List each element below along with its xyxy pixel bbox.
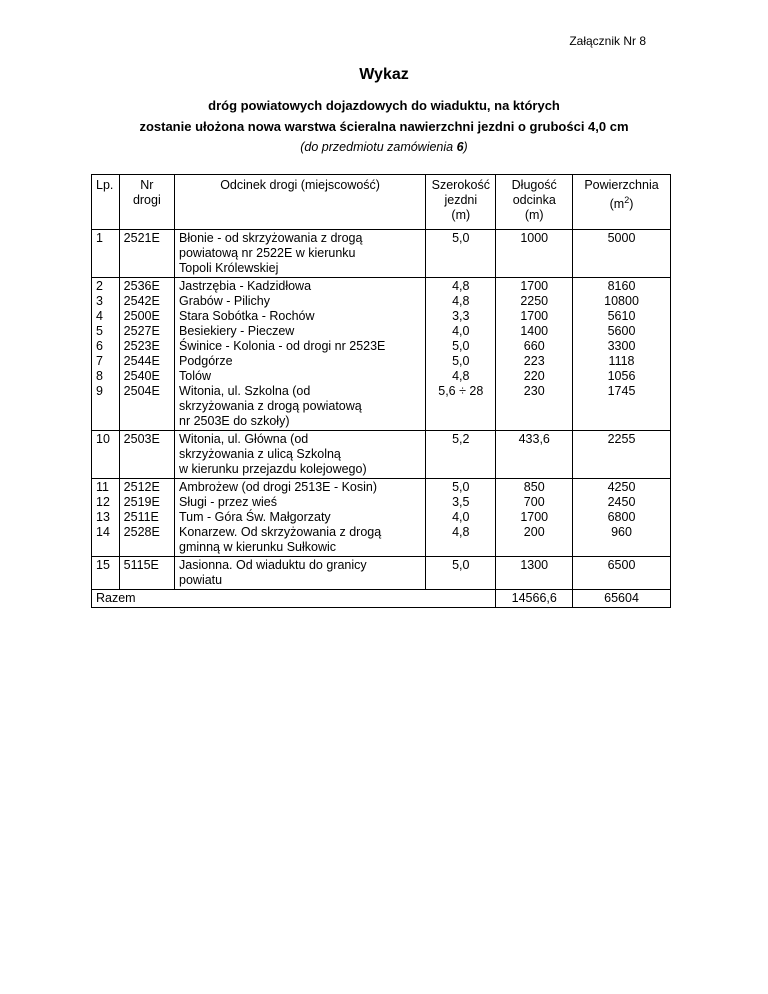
szer-line: 4,0	[452, 324, 470, 338]
header-odcinek-text: Odcinek drogi (miejscowość)	[220, 178, 380, 192]
nr-line: 5115E	[123, 558, 159, 572]
cell-szer	[426, 278, 496, 431]
nr-line: 2504E	[123, 384, 160, 398]
pow-line: 5600	[607, 324, 636, 338]
header-dl-line3: (m)	[524, 208, 544, 222]
lp-line: 8	[96, 369, 103, 383]
nr-line	[124, 540, 170, 555]
header-powierzchnia	[573, 175, 671, 230]
szer-line: 4,0	[452, 510, 470, 524]
dl-line	[500, 399, 568, 414]
dl-line: 220	[523, 369, 545, 383]
cell-nr	[119, 431, 174, 479]
subtitle-order-number: 6	[456, 140, 464, 154]
odcinek-line: Grabów - Pilichy	[179, 294, 271, 308]
cell-pow	[573, 479, 671, 557]
cell-pow	[573, 230, 671, 278]
pow-line: 1056	[607, 369, 636, 383]
szer-line: 5,0	[452, 558, 470, 572]
table-row	[92, 431, 671, 479]
lp-line: 6	[96, 339, 103, 353]
lp-line: 9	[96, 384, 103, 398]
cell-szer	[426, 230, 496, 278]
dl-line	[500, 540, 568, 555]
szer-line: 5,2	[452, 432, 470, 446]
header-szer-line3: (m)	[451, 208, 471, 222]
total-length: 14566,6	[496, 590, 573, 608]
nr-line: 2521E	[123, 231, 160, 245]
pow-line: 10800	[604, 294, 639, 308]
dl-line: 700	[523, 495, 545, 509]
cell-lp	[92, 479, 120, 557]
document-title: Wykaz	[359, 66, 409, 83]
lp-line: 11	[96, 480, 109, 494]
pow-line: 5610	[607, 309, 636, 323]
odcinek-line: w kierunku przejazdu kolejowego)	[179, 462, 367, 476]
cell-nr	[119, 278, 174, 431]
header-szerokosc	[426, 175, 496, 230]
dl-line: 1700	[520, 309, 549, 323]
cell-lp	[92, 278, 120, 431]
cell-odcinek	[175, 431, 426, 479]
szer-line: 3,5	[452, 495, 470, 509]
pow-line: 5000	[607, 231, 636, 245]
lp-line: 15	[96, 558, 110, 572]
table-row	[92, 479, 671, 557]
pow-line: 3300	[607, 339, 636, 353]
szer-line: 5,0	[452, 231, 470, 245]
pow-line: 4250	[607, 480, 636, 494]
cell-dl	[496, 431, 573, 479]
odcinek-line: Konarzew. Od skrzyżowania z drogą	[179, 525, 382, 539]
nr-line: 2544E	[123, 354, 160, 368]
roads-table	[91, 174, 671, 608]
dl-line: 200	[523, 525, 545, 539]
odcinek-line: Ambrożew (od drogi 2513E - Kosin)	[179, 480, 378, 494]
cell-lp	[92, 431, 120, 479]
header-nr-line2: drogi	[132, 193, 161, 207]
lp-line: 3	[96, 294, 103, 308]
odcinek-line: Topoli Królewskiej	[179, 261, 279, 275]
cell-nr	[119, 230, 174, 278]
pow-line	[577, 540, 666, 555]
pow-line: 1118	[608, 354, 635, 368]
lp-line: 2	[96, 279, 103, 293]
szer-line: 4,8	[452, 525, 470, 539]
lp-line: 13	[96, 510, 110, 524]
nr-line: 2511E	[123, 510, 159, 524]
total-label: Razem	[92, 590, 496, 608]
odcinek-line: skrzyżowania z drogą powiatową	[179, 399, 362, 413]
lp-line: 10	[96, 432, 110, 446]
nr-line: 2500E	[123, 309, 160, 323]
dl-line: 2250	[520, 294, 549, 308]
table-row	[92, 230, 671, 278]
header-pow-sup: 2	[624, 195, 630, 205]
cell-dl	[496, 557, 573, 590]
cell-lp	[92, 230, 120, 278]
lp-line: 4	[96, 309, 103, 323]
nr-line: 2536E	[123, 279, 160, 293]
header-nr	[119, 175, 174, 230]
cell-pow	[573, 278, 671, 431]
cell-lp	[92, 557, 120, 590]
table-header-row	[92, 175, 671, 230]
odcinek-line: Świnice - Kolonia - od drogi nr 2523E	[179, 339, 386, 353]
dl-line: 230	[523, 384, 545, 398]
dl-line: 850	[523, 480, 545, 494]
nr-line: 2503E	[123, 432, 160, 446]
nr-line	[124, 399, 170, 414]
cell-dl	[496, 230, 573, 278]
odcinek-line: powiatową nr 2522E w kierunku	[179, 246, 356, 260]
lp-line	[96, 540, 115, 555]
odcinek-line: Stara Sobótka - Rochów	[179, 309, 315, 323]
dl-line: 660	[523, 339, 545, 353]
header-dlugosc	[496, 175, 573, 230]
header-pow-line1: Powierzchnia	[584, 178, 659, 192]
szer-line: 4,8	[452, 294, 470, 308]
lp-line: 7	[96, 354, 103, 368]
odcinek-line: Witonia, ul. Szkolna (od	[179, 384, 311, 398]
header-pow-base: (m	[609, 197, 625, 212]
header-lp-text: Lp.	[96, 178, 114, 192]
lp-line: 5	[96, 324, 103, 338]
odcinek-line: Tolów	[179, 369, 211, 383]
dl-line: 1300	[520, 558, 549, 572]
subtitle-line-2: zostanie ułożona nowa warstwa ścieralna nawierzchni jezdni o grubości 4,0 cm	[139, 119, 629, 134]
nr-line: 2542E	[123, 294, 160, 308]
table-row	[92, 557, 671, 590]
dl-line: 433,6	[518, 432, 550, 446]
cell-szer	[426, 479, 496, 557]
lp-line	[96, 414, 115, 429]
cell-nr	[119, 479, 174, 557]
header-odcinek	[175, 175, 426, 230]
subtitle-prefix: (do przedmiotu zamówienia	[300, 140, 457, 154]
pow-line: 6800	[607, 510, 636, 524]
szer-line: 5,0	[452, 354, 470, 368]
header-pow-end: )	[629, 197, 634, 212]
cell-odcinek	[175, 230, 426, 278]
cell-pow	[573, 557, 671, 590]
nr-line: 2540E	[123, 369, 160, 383]
header-lp	[92, 175, 120, 230]
pow-line	[577, 414, 666, 429]
pow-line: 8160	[607, 279, 636, 293]
pow-line: 960	[611, 525, 632, 539]
header-nr-line1: Nr	[140, 178, 154, 192]
cell-nr	[119, 557, 174, 590]
dl-line: 1000	[520, 231, 549, 245]
header-dl-line2: odcinka	[512, 193, 556, 207]
odcinek-line: skrzyżowania z ulicą Szkolną	[179, 447, 341, 461]
subtitle-line-3	[0, 140, 768, 154]
szer-line: 3,3	[452, 309, 470, 323]
header-dl-line1: Długość	[511, 178, 557, 192]
odcinek-line: Błonie - od skrzyżowania z drogą	[179, 231, 363, 245]
pow-line: 1745	[607, 384, 636, 398]
nr-line: 2519E	[123, 495, 160, 509]
szer-line: 5,0	[452, 339, 470, 353]
szer-line: 5,0	[452, 480, 470, 494]
dl-line: 1700	[520, 510, 549, 524]
odcinek-line: Besiekiery - Pieczew	[179, 324, 295, 338]
subtitle-suffix: )	[463, 140, 468, 154]
nr-line: 2512E	[123, 480, 160, 494]
lp-line	[96, 399, 115, 414]
nr-line: 2527E	[123, 324, 160, 338]
szer-line: 4,8	[452, 279, 470, 293]
lp-line: 14	[96, 525, 110, 539]
cell-odcinek	[175, 479, 426, 557]
dl-line: 1400	[520, 324, 549, 338]
pow-line: 2255	[607, 432, 636, 446]
odcinek-line: gminną w kierunku Sułkowic	[179, 540, 337, 554]
odcinek-line: Podgórze	[179, 354, 233, 368]
lp-line: 12	[96, 495, 110, 509]
total-row	[92, 590, 671, 608]
pow-line: 6500	[607, 558, 636, 572]
odcinek-line: Tum - Góra Św. Małgorzaty	[179, 510, 331, 524]
szer-line	[430, 540, 491, 555]
cell-dl	[496, 278, 573, 431]
nr-line: 2528E	[123, 525, 160, 539]
cell-dl	[496, 479, 573, 557]
total-area: 65604	[573, 590, 671, 608]
szer-line	[430, 414, 491, 429]
odcinek-line: nr 2503E do szkoły)	[179, 414, 290, 428]
header-szer-line1: Szerokość	[431, 178, 490, 192]
cell-szer	[426, 557, 496, 590]
nr-line: 2523E	[123, 339, 160, 353]
table-row	[92, 278, 671, 431]
dl-line	[500, 414, 568, 429]
annex-label: Załącznik Nr 8	[569, 34, 646, 48]
pow-line	[577, 399, 666, 414]
dl-line: 223	[523, 354, 545, 368]
cell-odcinek	[175, 557, 426, 590]
szer-line: 5,6 ÷ 28	[438, 384, 484, 398]
cell-pow	[573, 431, 671, 479]
szer-line: 4,8	[452, 369, 470, 383]
dl-line: 1700	[520, 279, 549, 293]
odcinek-line: Jasionna. Od wiaduktu do granicy	[179, 558, 367, 572]
szer-line	[430, 399, 491, 414]
pow-line: 2450	[607, 495, 636, 509]
cell-odcinek	[175, 278, 426, 431]
cell-szer	[426, 431, 496, 479]
header-szer-line2: jezdni	[444, 193, 478, 207]
nr-line	[124, 414, 170, 429]
odcinek-line: Witonia, ul. Główna (od	[179, 432, 309, 446]
subtitle-line-1: dróg powiatowych dojazdowych do wiaduktu, na których	[208, 98, 560, 113]
odcinek-line: powiatu	[179, 573, 223, 587]
odcinek-line: Jastrzębia - Kadzidłowa	[179, 279, 312, 293]
lp-line: 1	[96, 231, 103, 245]
odcinek-line: Sługi - przez wieś	[179, 495, 277, 509]
